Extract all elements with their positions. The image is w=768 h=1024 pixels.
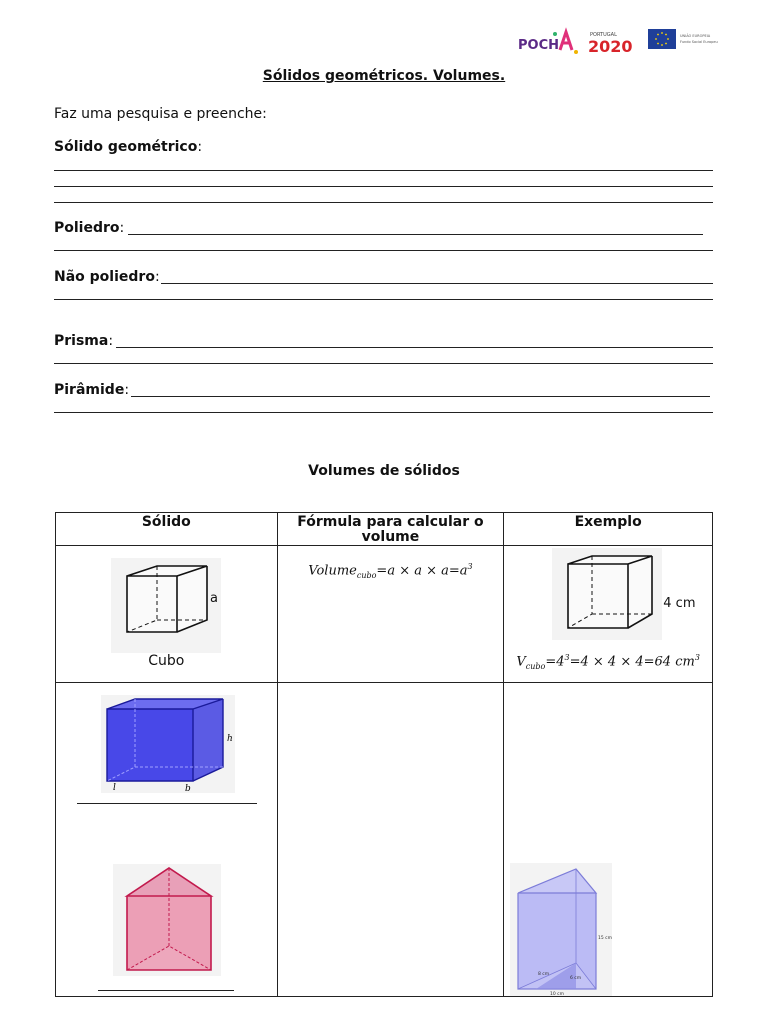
term-label: Não poliedro (54, 269, 155, 285)
term-label: Poliedro (54, 220, 120, 236)
logo-portugal-text: PORTUGAL (590, 32, 617, 38)
triangular-prism-name-blank[interactable] (98, 990, 234, 991)
answer-line[interactable] (54, 250, 713, 251)
dim-b-label: 6 cm (570, 976, 582, 981)
logo-poch-text: POCH (518, 38, 559, 53)
dim-c-label: 10 cm (550, 992, 565, 996)
answer-line[interactable] (161, 283, 713, 284)
answer-line[interactable] (128, 234, 703, 235)
header-formula: Fórmula para calcular o volume (277, 513, 504, 546)
cell-formula-cube (277, 546, 504, 683)
page-title: Sólidos geométricos. Volumes. (262, 68, 506, 84)
cell-solid-prisms (56, 683, 278, 997)
term-solido-geometrico: Sólido geométrico: (54, 139, 203, 155)
eu-flag-icon (648, 29, 676, 49)
example-volume-formula: $V_{cubo}=4^3=4 \times 4 \times 4=64$ $cm^3$ (516, 653, 700, 671)
answer-line[interactable] (116, 347, 713, 348)
term-nao-poliedro: Não poliedro: (54, 269, 160, 285)
table-row (56, 683, 713, 997)
cell-example-prisms (504, 683, 713, 997)
answer-line[interactable] (131, 396, 710, 397)
section-title: Volumes de sólidos (308, 463, 460, 479)
poch-portugal2020-logo (518, 26, 718, 58)
term-label: Prisma (54, 333, 109, 349)
header-exemplo: Exemplo (504, 513, 713, 546)
cube-diagram (111, 558, 221, 653)
volumes-table (55, 512, 713, 997)
table-header-row (56, 513, 713, 546)
answer-line[interactable] (54, 412, 713, 413)
intro-text: Faz uma pesquisa e preenche: (54, 106, 267, 122)
logo-eu-text: UNIÃO EUROPEIA (680, 34, 711, 38)
cell-example-cube (504, 546, 713, 683)
answer-line[interactable] (54, 299, 713, 300)
cell-solid-cube (56, 546, 278, 683)
example-triangular-prism-diagram (510, 863, 612, 996)
dim-height-label: 15 cm (598, 936, 613, 941)
answer-line[interactable] (54, 202, 713, 203)
logo-year-text: 2020 (588, 37, 633, 56)
header-solido: Sólido (56, 513, 278, 546)
cube-edge-label: a (210, 591, 218, 606)
prism-l-label: l (113, 783, 116, 793)
answer-line[interactable] (54, 186, 713, 187)
rectangular-prism-diagram (101, 695, 235, 793)
cell-formula-prisms[interactable] (277, 683, 504, 997)
cube-volume-formula: Volume$_{cubo}$=a × $a \times a=a^3$ (308, 562, 473, 580)
prism-name-blank[interactable] (77, 803, 257, 804)
term-prisma: Prisma: (54, 333, 114, 349)
solid-name-cubo: Cubo (148, 653, 185, 669)
term-label: Pirâmide (54, 382, 125, 398)
triangular-prism-diagram (113, 864, 221, 976)
example-cube-diagram (552, 548, 662, 640)
answer-line[interactable] (54, 170, 713, 171)
prism-b-label: b (185, 784, 191, 793)
term-label: Sólido geométrico (54, 139, 198, 155)
term-piramide: Pirâmide: (54, 382, 130, 398)
dim-a-label: 8 cm (538, 972, 550, 977)
answer-line[interactable] (54, 363, 713, 364)
prism-h-label: h (227, 734, 233, 744)
example-dimension: 4 cm (663, 596, 696, 611)
table-row (56, 546, 713, 683)
header-logos (518, 26, 718, 58)
term-poliedro: Poliedro: (54, 220, 125, 236)
logo-eu-sub-text: Fundo Social Europeu (680, 40, 718, 44)
